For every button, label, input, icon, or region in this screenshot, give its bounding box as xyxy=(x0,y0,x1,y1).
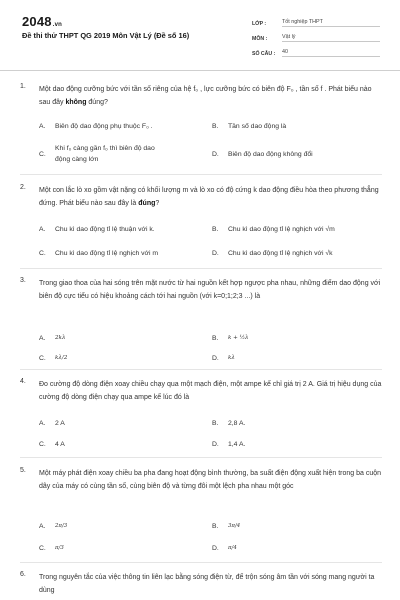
option-text: Tần số dao động là xyxy=(228,123,287,130)
exam-meta xyxy=(252,14,380,59)
option-c[interactable] xyxy=(39,248,209,259)
option-c[interactable] xyxy=(39,543,199,554)
question-text xyxy=(39,467,384,493)
option-text: Biên độ dao động không đổi xyxy=(228,151,313,158)
meta-value: Tốt nghiệp THPT xyxy=(282,19,380,27)
option-key: C. xyxy=(39,355,46,362)
meta-label: LỚP : xyxy=(252,21,267,27)
option-key: D. xyxy=(212,151,219,158)
question-text xyxy=(39,378,384,404)
logo-text: 2048 xyxy=(22,14,52,29)
question-text-main: Một dao động cưỡng bức với tần số riêng của hệ f₀ , lực cưỡng bức có biên độ F₀ , tần số f . Phát biểu nào sau đây xyxy=(39,86,372,106)
option-text: 2,8 A. xyxy=(228,420,246,427)
option-key: A. xyxy=(39,420,46,427)
option-text: π/4 xyxy=(228,545,237,551)
option-b[interactable] xyxy=(212,521,382,532)
exam-header xyxy=(0,0,400,70)
question-text-main: Đo cường độ dòng điện xoay chiều chạy qua một mạch điện, một ampe kế chỉ giá trị 2 A. Giá trị hiệu dụng của cường độ dòng điện chạy qua ampe kế lúc đó là xyxy=(39,381,382,401)
question-text-emphasis: đúng xyxy=(138,200,156,207)
option-key: B. xyxy=(212,335,219,342)
meta-row-count xyxy=(252,44,380,57)
option-key: A. xyxy=(39,226,46,233)
question-number: 2. xyxy=(20,184,26,191)
meta-row-subject xyxy=(252,29,380,42)
option-text: 1,4 A. xyxy=(228,441,246,448)
option-c[interactable] xyxy=(39,353,199,364)
option-text: 2kλ xyxy=(55,335,66,341)
question-divider xyxy=(20,268,382,269)
question-text-main: Một con lắc lò xo gồm vật nặng có khối lượng m và lò xo có độ cứng k dao động điều hòa theo phương thẳng đứng. Phát biểu nào sau đây là xyxy=(39,187,379,207)
option-text: 3π/4 xyxy=(228,523,241,529)
question-text-main: Trong giao thoa của hai sóng trên mặt nước từ hai nguồn kết hợp ngược pha nhau, những điểm dao động với biên độ cực tiểu có hiệu khoảng cách tới hai nguồn (với k=0;1;2;3 ...) là xyxy=(39,280,381,300)
question-text xyxy=(39,83,384,109)
option-b[interactable] xyxy=(212,418,382,429)
option-text: 4 A xyxy=(55,441,65,448)
option-key: D. xyxy=(212,250,219,257)
question-divider xyxy=(20,369,382,370)
option-d[interactable] xyxy=(212,248,387,259)
option-key: A. xyxy=(39,523,46,530)
site-logo[interactable] xyxy=(22,14,62,29)
question-divider xyxy=(20,457,382,458)
option-key: C. xyxy=(39,441,46,448)
question-number: 6. xyxy=(20,571,26,578)
meta-label: MÔN : xyxy=(252,36,268,42)
option-text: 2 A xyxy=(55,420,65,427)
option-text: Chu kì dao động tỉ lệ nghịch với √m xyxy=(228,226,335,233)
option-text: Khi f₀ càng gần f₀ thì biên độ dao động càng lớn xyxy=(55,145,155,163)
question-number: 5. xyxy=(20,467,26,474)
option-b[interactable] xyxy=(212,224,387,235)
option-d[interactable] xyxy=(212,439,382,450)
logo-suffix: .vn xyxy=(52,22,63,28)
option-key: C. xyxy=(39,150,46,158)
option-a[interactable] xyxy=(39,333,199,344)
question-text xyxy=(39,571,384,597)
option-c[interactable] xyxy=(39,439,199,450)
meta-label: SỐ CÂU : xyxy=(252,51,276,57)
option-b[interactable] xyxy=(212,121,382,132)
question-divider xyxy=(20,174,382,175)
option-key: D. xyxy=(212,545,219,552)
option-key: C. xyxy=(39,250,46,257)
question-text xyxy=(39,184,384,210)
option-b[interactable] xyxy=(212,333,382,344)
option-c[interactable] xyxy=(39,143,199,165)
option-a[interactable] xyxy=(39,224,209,235)
option-a[interactable] xyxy=(39,121,199,132)
question-text-end: đúng? xyxy=(86,99,108,106)
option-key: A. xyxy=(39,335,46,342)
option-text: kλ xyxy=(228,355,235,361)
option-key: D. xyxy=(212,441,219,448)
option-key: D. xyxy=(212,355,219,362)
option-text: π/3 xyxy=(55,545,64,551)
option-a[interactable] xyxy=(39,521,199,532)
option-text: Chu kì dao động tỉ lệ thuận với k. xyxy=(55,226,155,233)
option-text: Chu kì dao động tỉ lệ nghịch với √k xyxy=(228,250,333,257)
option-d[interactable] xyxy=(212,353,382,364)
question-text-emphasis: không xyxy=(65,99,87,106)
question-number: 1. xyxy=(20,83,26,90)
question-number: 4. xyxy=(20,378,26,385)
question-text xyxy=(39,277,384,303)
question-text-end: ? xyxy=(155,200,160,207)
meta-row-class xyxy=(252,14,380,27)
option-text: Biên độ dao động phụ thuộc F₀ . xyxy=(55,123,153,130)
option-text: Chu kì dao động tỉ lệ nghịch với m xyxy=(55,250,159,257)
option-key: B. xyxy=(212,123,219,130)
option-text: k + ½λ xyxy=(228,335,249,341)
option-key: C. xyxy=(39,545,46,552)
header-divider xyxy=(0,70,400,71)
option-text: 2π/3 xyxy=(55,523,68,529)
option-d[interactable] xyxy=(212,149,382,160)
option-key: B. xyxy=(212,523,219,530)
option-key: B. xyxy=(212,226,219,233)
question-text-main: Một máy phát điện xoay chiều ba pha đang hoạt động bình thường, ba suất điện động xuất hiện trong ba cuộn dây của máy có cùng tần số, cùng biên độ và từng đôi một lệch pha nhau một góc xyxy=(39,470,382,490)
option-text: kλ/2 xyxy=(55,355,68,361)
option-key: A. xyxy=(39,123,46,130)
exam-title: Đề thi thử THPT QG 2019 Môn Vật Lý (Đề số 16) xyxy=(22,31,190,40)
question-number: 3. xyxy=(20,277,26,284)
meta-value: 40 xyxy=(282,49,380,57)
question-text-main: Trong nguyên tắc của việc thông tin liên lạc bằng sóng điện từ, để trộn sóng âm tần với sóng mang người ta dùng xyxy=(39,574,375,594)
option-key: B. xyxy=(212,420,219,427)
option-a[interactable] xyxy=(39,418,199,429)
option-d[interactable] xyxy=(212,543,382,554)
question-divider xyxy=(20,562,382,563)
meta-value: Vật lý xyxy=(282,34,380,42)
